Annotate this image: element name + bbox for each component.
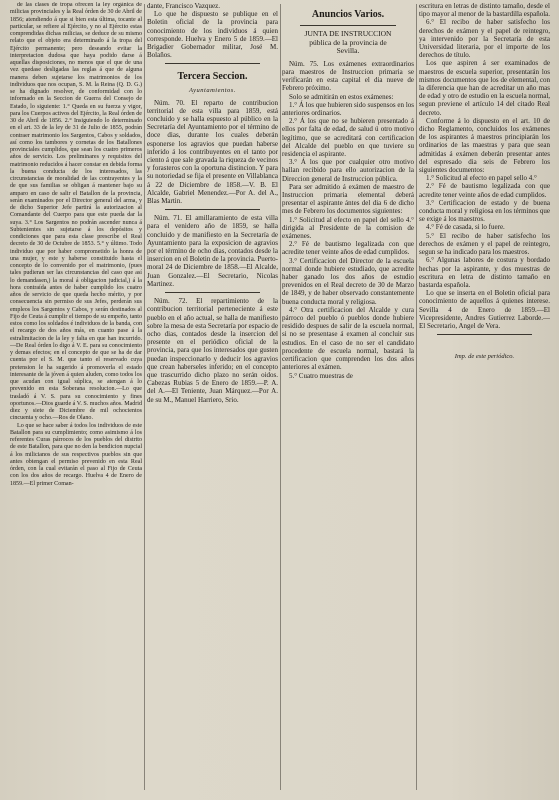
paragraph: 4.° Otra certificacion del Alcalde y cura párroco del pueblo ó pueblos donde hubiere residido despues de salir de la escuela normal, si no se presentase á examen al concluir sus estudios. En el caso de no ser el candidato procedente de escuela normal, bastará la certificacion que comprenden los dos años anteriores al exámen. — [282, 305, 414, 372]
column-rule — [144, 4, 145, 790]
column-rule — [416, 4, 417, 790]
paragraph: 1.° Á los que hubieren sido suspensos en los anteriores ordinarios. — [282, 100, 414, 117]
paragraph: 5.° Cuatro muestras de — [289, 371, 353, 380]
junta-heading — [282, 30, 414, 56]
paragraph: 4.° Fé de casada, si lo fuere. — [426, 223, 505, 232]
paragraph: Solo se admitirán en estos exámenes: — [289, 92, 394, 101]
junta-line: pública de la provincia de — [309, 37, 387, 47]
divider — [165, 292, 260, 293]
publication-note: Lo que he dispuesto se publique en el Boletin oficial de la provincia para conocimiento de los individuos á quien corresponde. Huelva y Enero 5 de 1859.—El Brigadier Gobernador militar, José M. Bolaños. — [147, 10, 278, 60]
notice-70: Núm. 70. El reparto de contribucion territorial de esta villa para 1859, está concluido y se halla espuesto al público en la Secretaría del Ayuntamiento por el término de doce dias, durante los cuales deberán esponerse los agravios que puedan haberse inferido á los contribuyentes en el tanto por ciento á que sale gravada la riqueza de vecinos y forasteros con la oportuna distincion. Y para su notoriedad se fija el presente en Villablanca á 22 de Diciembre de 1858.—V. B. El Alcalde, Gabriel Menendez.—Por A. del A., Blas Martin. — [147, 98, 278, 206]
paragraph: 2.° Fé de bautismo legalizada con que acredite tener veinte años de edad cumplidos. — [282, 240, 414, 257]
order-notice: Lo que se hace saber á todos los individuos de este Batallon para su cumplimiento; como asimismo á los referentes Curas párrocos de los pueblos del distrito de este Batallon, para que no den la bendicion nupcial á los milicianos de sus respectivos pueblos sin que antes obtengan el permiso prevenido en esta Real órden, con la cual evitarán el paso al Fijo de Ceuta con los dos años de recargo. Huelva 4 de Enero de 1859.—El primer Coman- — [10, 422, 142, 487]
paragraph: Lo que se inserta en el Boletin oficial para conocimiento de aquellos á quienes interese. Sevilla 4 de Enero de 1859.—El Vicepresidente, Andres Gutierrez Laborde.—El Secretario, Angel de Vera. — [419, 289, 550, 330]
divider — [165, 63, 260, 64]
order-text: de las clases de tropa ofrecen la ley orgánica de milicias provinciales y la Real órden de 30 de Abril de 1856; atendiendo á que si bien esta última, tocante al particular, se refiere al Ejército, y no al Ejército estas comprendidas dichas milicias, se deduce de su mismo relato que el objeto era determinado á la tropa del Ejército permanente; pero deseando evitar la interpretacion dudosa que haya podido darse á aquellas disposiciones, no menos que el que de una vez quedase desligadas las reglas á que de alguna manera deben sujetarse los matrimonios de los individuos que nos ocupan, S. M. la Reina (Q. D. G.) se ha dignado resolver, de conformidad con lo informado en la Seccion de Guerra del Consejo de Estado, lo siguiente: 1.° Queda en su fuerza y vigor, para los Cuerpos activos del Ejército, la Real órden de 30 de Abril de 1856. 2.° Insiguiendo lo determinado en el art. 33 de la ley de 31 de Julio de 1855, podrán contraer matrimonio los Sargentos, Cabos y soldados, así como los tambores y cornetas de los Batallones provinciales cumplidos, que sean los cuatro primeros años de servicio. Los preliminares y requisitos del matrimonio reducidos á hacer constar en debida forma la buena conducta de los interesados, las circunstancias de moralidad de las contrayentes y la de que sus familias se obligan á mantener bajo su amparo en caso de salir el Batallon de la provincia, serán examinados por el Director general del arma, y de dicho Superior Jefe partirá la autorizacion al Comandante del Cuerpo para que este pueda dar la suya. 3.° Los Sargentos no podrán ascender nunca á Subtenientes sin sujetarse á los depósitos y condiciones que para esta clase prescribe el Real decreto de 30 de Octubre de 1853. 5.° y último. Todo individuo que por haber comprometido la honra de una mujer, y este y haberse constituido hasta el concepto de lo convenido por el matrimonio, (pues tales pudieran ser las circunstancias del caso que así lo demandasen,) la moral á obligacion judicial,) á la hora contraída antes de haber cumplido los cuatro años de servicio de que queda hecho mérito, y por consecuencia sin permiso de sus Jefes, perderán sus empleos los Sargentos y Cabos, y serán destinados al Fijo de Ceuta á cumplir el tiempo de su empeño, tanto estos como los soldados é individuos de la banda, con el recargo de dos años más, en cuanto pase á la estralimitacion de la ley y falta en que han incurrido.—De Real órden lo digo á V. E. para su conocimiento y demas efectos; en el concepto de que se ha de dar cuenta por el S. M. que tanto el reservado cuya pretension le ha sugerido á promoverla el estado interesante de la jóven á quien aluden, como todos los que acudan con igual súplica, se atengan á lo prevenido en esta Soberana resolucion.—Lo que trasladó á V. S. para su conocimiento y fines oportunos.—Dios guarde á V. S. muchos años. Madrid diez y siete de Diciembre de mil ochocientos cincuenta y ocho.—Ros de Olano. — [10, 2, 142, 422]
paragraph: Los que aspiren á ser examinados de maestros de escuela superior, presentarán los mismos documentos que los de elemental, con la diferencia que han de acreditar un año mas de edad y otro de estudio en la escuela normal, segun previene el artículo 14 del citado Real decreto. — [419, 59, 550, 117]
notice-72: Núm. 72. El repartimiento de la contribucion territorial perteneciente á este pueblo en el año actual, se halla de manifiesto sobre la mesa de esta Secretaría por espacio de ocho dias, contados desde la insercion del presente en el periódico oficial de la provincia, para que los interesados que gusten puedan inspeccionarlo y deducir los agravios que crean haberseles inferido; en el concepto que trascurrido dicho plazo no serán oidos. Cabezas Rubias 5 de Enero de 1859.—P. A. del A.—El Teniente, Juan Márquez.—Por A. de su M., Manuel Harriero, Srio. — [147, 297, 278, 404]
paragraph: 3.° Á los que por cualquier otro motivo hallan recibido para ello autorizacion de la Direccion general de Instruccion pública. — [282, 158, 414, 183]
paragraph: 2.° Á los que no se hubieren presentado á ellos por falta de edad, de salud ú otro motivo legítimo, que se acreditará con certificacion del Alcalde del pueblo en que tuviere su residencia el aspirante. — [282, 117, 414, 159]
divider — [437, 334, 532, 335]
paragraph: 6.° Algunas labores de costura y bordado hechas por la aspirante, y dos muestras de escritura en letra de distinto tamaño en bastarda española. — [419, 256, 550, 289]
subsection-title: Ayuntamientos. — [189, 87, 236, 95]
paragraph: Para ser admitido á exámen de maestro de Instruccion primaria elemental deberá presentar el aspirante ántes del dia 6 de dicho mes de Febrero los documentos siguientes: — [282, 182, 414, 216]
junta-line: JUNTA DE INSTRUCCION — [304, 29, 392, 38]
divider — [300, 25, 396, 26]
paragraph: Conforme á lo dispuesto en el art. 10 de dicho Reglamento, concluidos los exámenes de los aspirantes á maestros principiarán los ordinarios de las maestras y para que sean admitidas á exámen deberán presentar antes del espresado dia seis de Febrero los siguientes documentos: — [419, 116, 550, 175]
paragraph: 5.° El recibo de haber satisfecho los derechos de exámen y el papel de reintegro, segun se ha indicado para los maestros. — [419, 231, 550, 257]
column-rule — [280, 4, 281, 790]
signature-line: dante, Francisco Vazquez. — [147, 2, 220, 10]
paragraph: 6.° El recibo de haber satisfecho los derechos de exámen y el papel de reintegro, ya intervenido por la Secretaría de esta Universidad literaria, por el importe de los derechos de título. — [419, 18, 550, 60]
paragraph: Núm. 75. Los exámenes extraordinarios para maestros de Instruccion primaria se verificarán en esta capital el dia nueve de Febrero próximo. — [282, 59, 414, 93]
divider — [165, 209, 260, 210]
junta-line: Sevilla. — [336, 46, 360, 56]
paragraph: 3.° Certificacion de estado y de buena conducta moral y religiosa en los términos que se exige á los maestros. — [419, 198, 550, 224]
column-ayuntamientos — [147, 2, 278, 792]
notice-71: Núm. 71. El amillaramiento de esta villa para el venidero año de 1859, se halla concluido y de manifiesto en la Secretaría de Ayuntamiento para la exposicion de agravios por el término de ocho dias, contados desde la insercion en el Boletin de la provincia. Puerto-moral 24 de Diciembre de 1858.—El Alcalde, Juan Gonzalez.—El Secretario, Nicolas Martinez. — [147, 214, 278, 288]
section-title: Tercera Seccion. — [177, 71, 248, 83]
paragraph: 2.° Fé de bautismo legalizada con que acredite tener veinte años de edad cumplidos. — [419, 182, 550, 199]
section-title: Anuncios Varios. — [311, 9, 385, 20]
paragraph: 3.° Certificacion del Director de la escuela normal donde hubiere estudiado, que acredite haber ganado los dos años de estudio prevenidos en el Real decreto de 30 de Marzo de 1849, y de haber observado constantemente buena conducta moral y religiosa. — [282, 256, 414, 306]
paragraph: 1.° Solicitud al efecto en papel sello 4.° — [426, 174, 537, 183]
paragraph: 1.° Solicitud al efecto en papel del sello 4.° dirigida al Presidente de la comision de exámenes. — [282, 215, 414, 241]
paragraph: escritura en letras de distinto tamaño, desde el tipo mayor al menor de la bastardilla española. — [419, 2, 550, 19]
printer-footer: Imp. de este periódico. — [454, 353, 515, 361]
column-anuncios-continued — [419, 2, 550, 792]
column-anuncios — [282, 2, 414, 792]
column-military-order — [10, 2, 142, 792]
